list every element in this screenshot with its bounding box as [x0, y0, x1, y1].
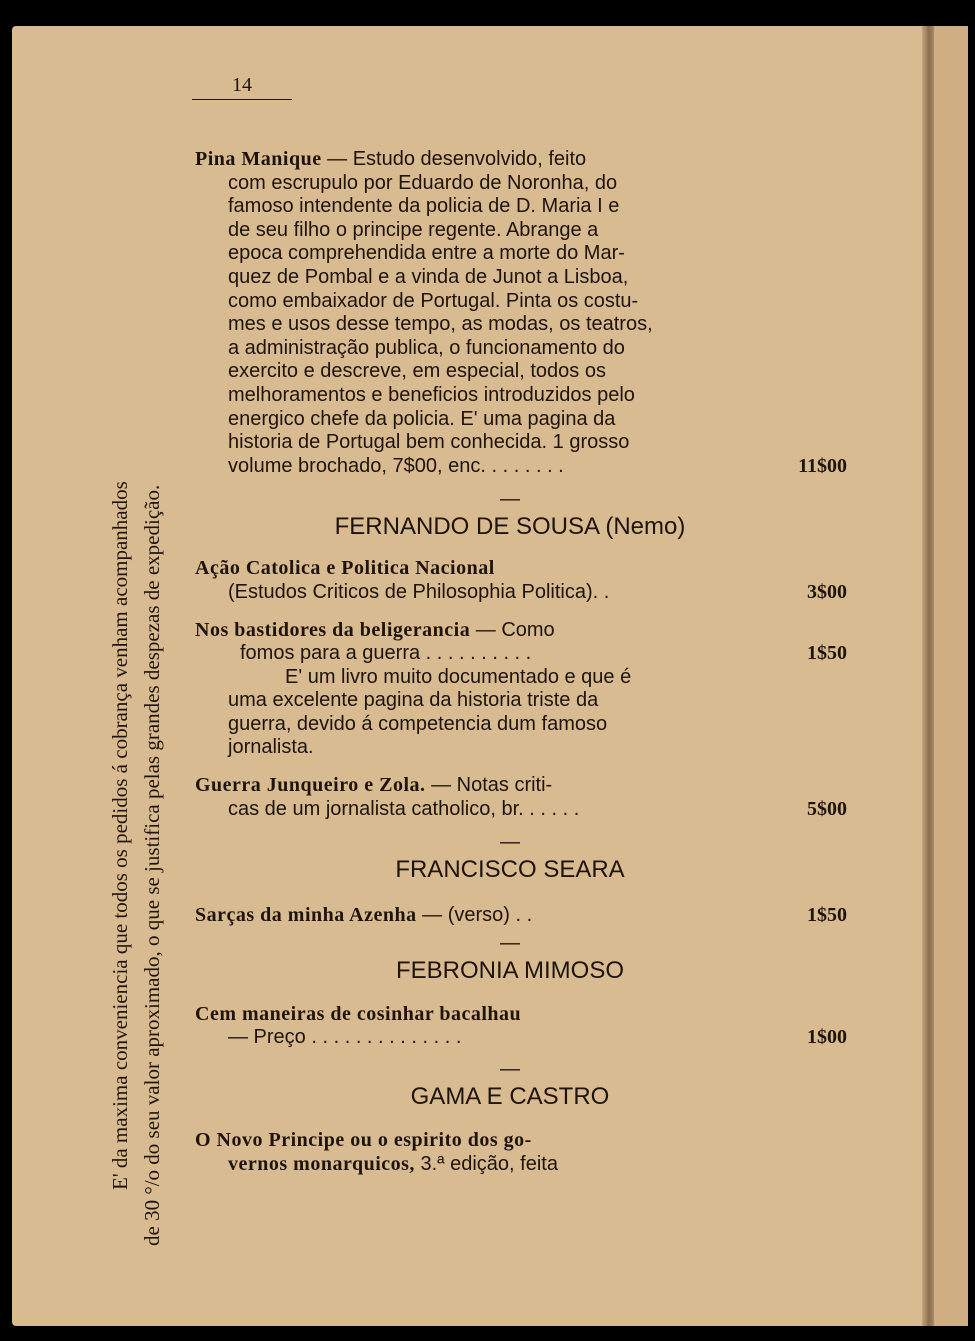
entry-text: jornalista. — [228, 736, 314, 759]
entry-text: quez de Pombal e a vinda de Junot a Lisboa, — [228, 265, 629, 288]
entry-text: — (verso) . . — [416, 904, 533, 927]
author-heading: FERNANDO DE SOUSA (Nemo) — [334, 513, 686, 541]
catalog-entry-pina-manique — [195, 148, 855, 478]
entry-text: (Estudos Criticos de Philosophia Politica). . — [228, 580, 610, 603]
catalog-entry-novo-principe — [195, 1129, 855, 1176]
catalog-entry-acao-catolica — [195, 557, 855, 604]
page-number: 14 — [192, 74, 292, 100]
entry-title: Nos bastidores da beligerancia — [195, 618, 471, 641]
entry-text: — Preço . . . . . . . . . . . . . . — [228, 1026, 462, 1049]
side-note-line-2: de 30 °/o do seu valor aproximado, o que se justifica pelas grandes despezas de expedição. — [140, 484, 164, 1246]
entry-text: — Estudo desenvolvido, feito — [321, 148, 587, 170]
author-heading: FEBRONIA MIMOSO — [395, 956, 625, 984]
side-note-line-1: E' da maxima conveniencia que todos os pedidos á cobrança venham acompanhados — [108, 481, 132, 1190]
entry-text: — Como — [470, 618, 555, 641]
entry-title: Sarças da minha Azenha — [195, 904, 417, 927]
entry-price: 3$00 — [807, 580, 847, 603]
entry-text: epoca comprehendida entre a morte do Mar- — [228, 242, 625, 265]
entry-text: a administração publica, o funcionamento do — [228, 336, 625, 359]
entry-text: uma excelente pagina da historia triste da — [228, 689, 599, 712]
entry-price: 5$00 — [807, 797, 847, 820]
entry-text: — Notas criti- — [425, 774, 553, 797]
separator: — — [500, 1058, 520, 1081]
entry-price: 1$50 — [807, 642, 847, 665]
entry-text: fomos para a guerra . . . . . . . . . . — [240, 642, 532, 665]
entry-text: cas de um jornalista catholico, br. . . . . . — [228, 797, 580, 820]
entry-title: O Novo Principe ou o espirito dos go- — [195, 1129, 532, 1152]
catalog-entry-guerra-junqueiro — [195, 774, 855, 821]
catalog-column — [195, 148, 855, 1176]
entry-text: mes e usos desse tempo, as modas, os teatros, — [228, 313, 653, 336]
entry-text: exercito e descreve, em especial, todos os — [228, 360, 606, 383]
entry-title: Ação Catolica e Politica Nacional — [195, 557, 495, 580]
separator: — — [500, 488, 520, 511]
separator: — — [500, 831, 520, 854]
author-heading: FRANCISCO SEARA — [395, 856, 625, 884]
entry-text: guerra, devido á competencia dum famoso — [228, 712, 608, 735]
entry-text: com escrupulo por Eduardo de Noronha, do — [228, 171, 618, 194]
entry-text: famoso intendente da policia de D. Maria I e — [228, 195, 620, 218]
entry-text: energico chefe da policia. E' uma pagina da — [228, 407, 616, 430]
entry-price: 1$00 — [807, 1026, 847, 1049]
author-heading: GAMA E CASTRO — [410, 1083, 610, 1111]
entry-text: E' um livro muito documentado e que é — [285, 665, 632, 688]
entry-price: 11$00 — [798, 454, 847, 477]
catalog-entry-sarcas — [195, 904, 855, 928]
entry-title-continued: vernos monarquicos, — [228, 1152, 415, 1175]
entry-text: 3.ª edição, feita — [414, 1152, 558, 1175]
entry-text: de seu filho o principe regente. Abrange a — [228, 218, 599, 241]
catalog-entry-bastidores — [195, 619, 855, 761]
facing-page-edge — [934, 26, 968, 1326]
entry-title: Pina Manique — [195, 148, 322, 170]
entry-text: melhoramentos e beneficios introduzidos pelo — [228, 383, 635, 406]
entry-text: volume brochado, 7$00, enc. . . . . . . . — [228, 454, 564, 477]
entry-title: Guerra Junqueiro e Zola. — [195, 774, 426, 797]
entry-title: Cem maneiras de cosinhar bacalhau — [195, 1002, 522, 1025]
catalog-entry-cem-maneiras — [195, 1003, 855, 1050]
entry-text: como embaixador de Portugal. Pinta os costu- — [228, 289, 639, 312]
entry-price: 1$50 — [807, 904, 847, 927]
entry-text: historia de Portugal bem conhecida. 1 grosso — [228, 431, 630, 454]
separator: — — [500, 931, 520, 954]
